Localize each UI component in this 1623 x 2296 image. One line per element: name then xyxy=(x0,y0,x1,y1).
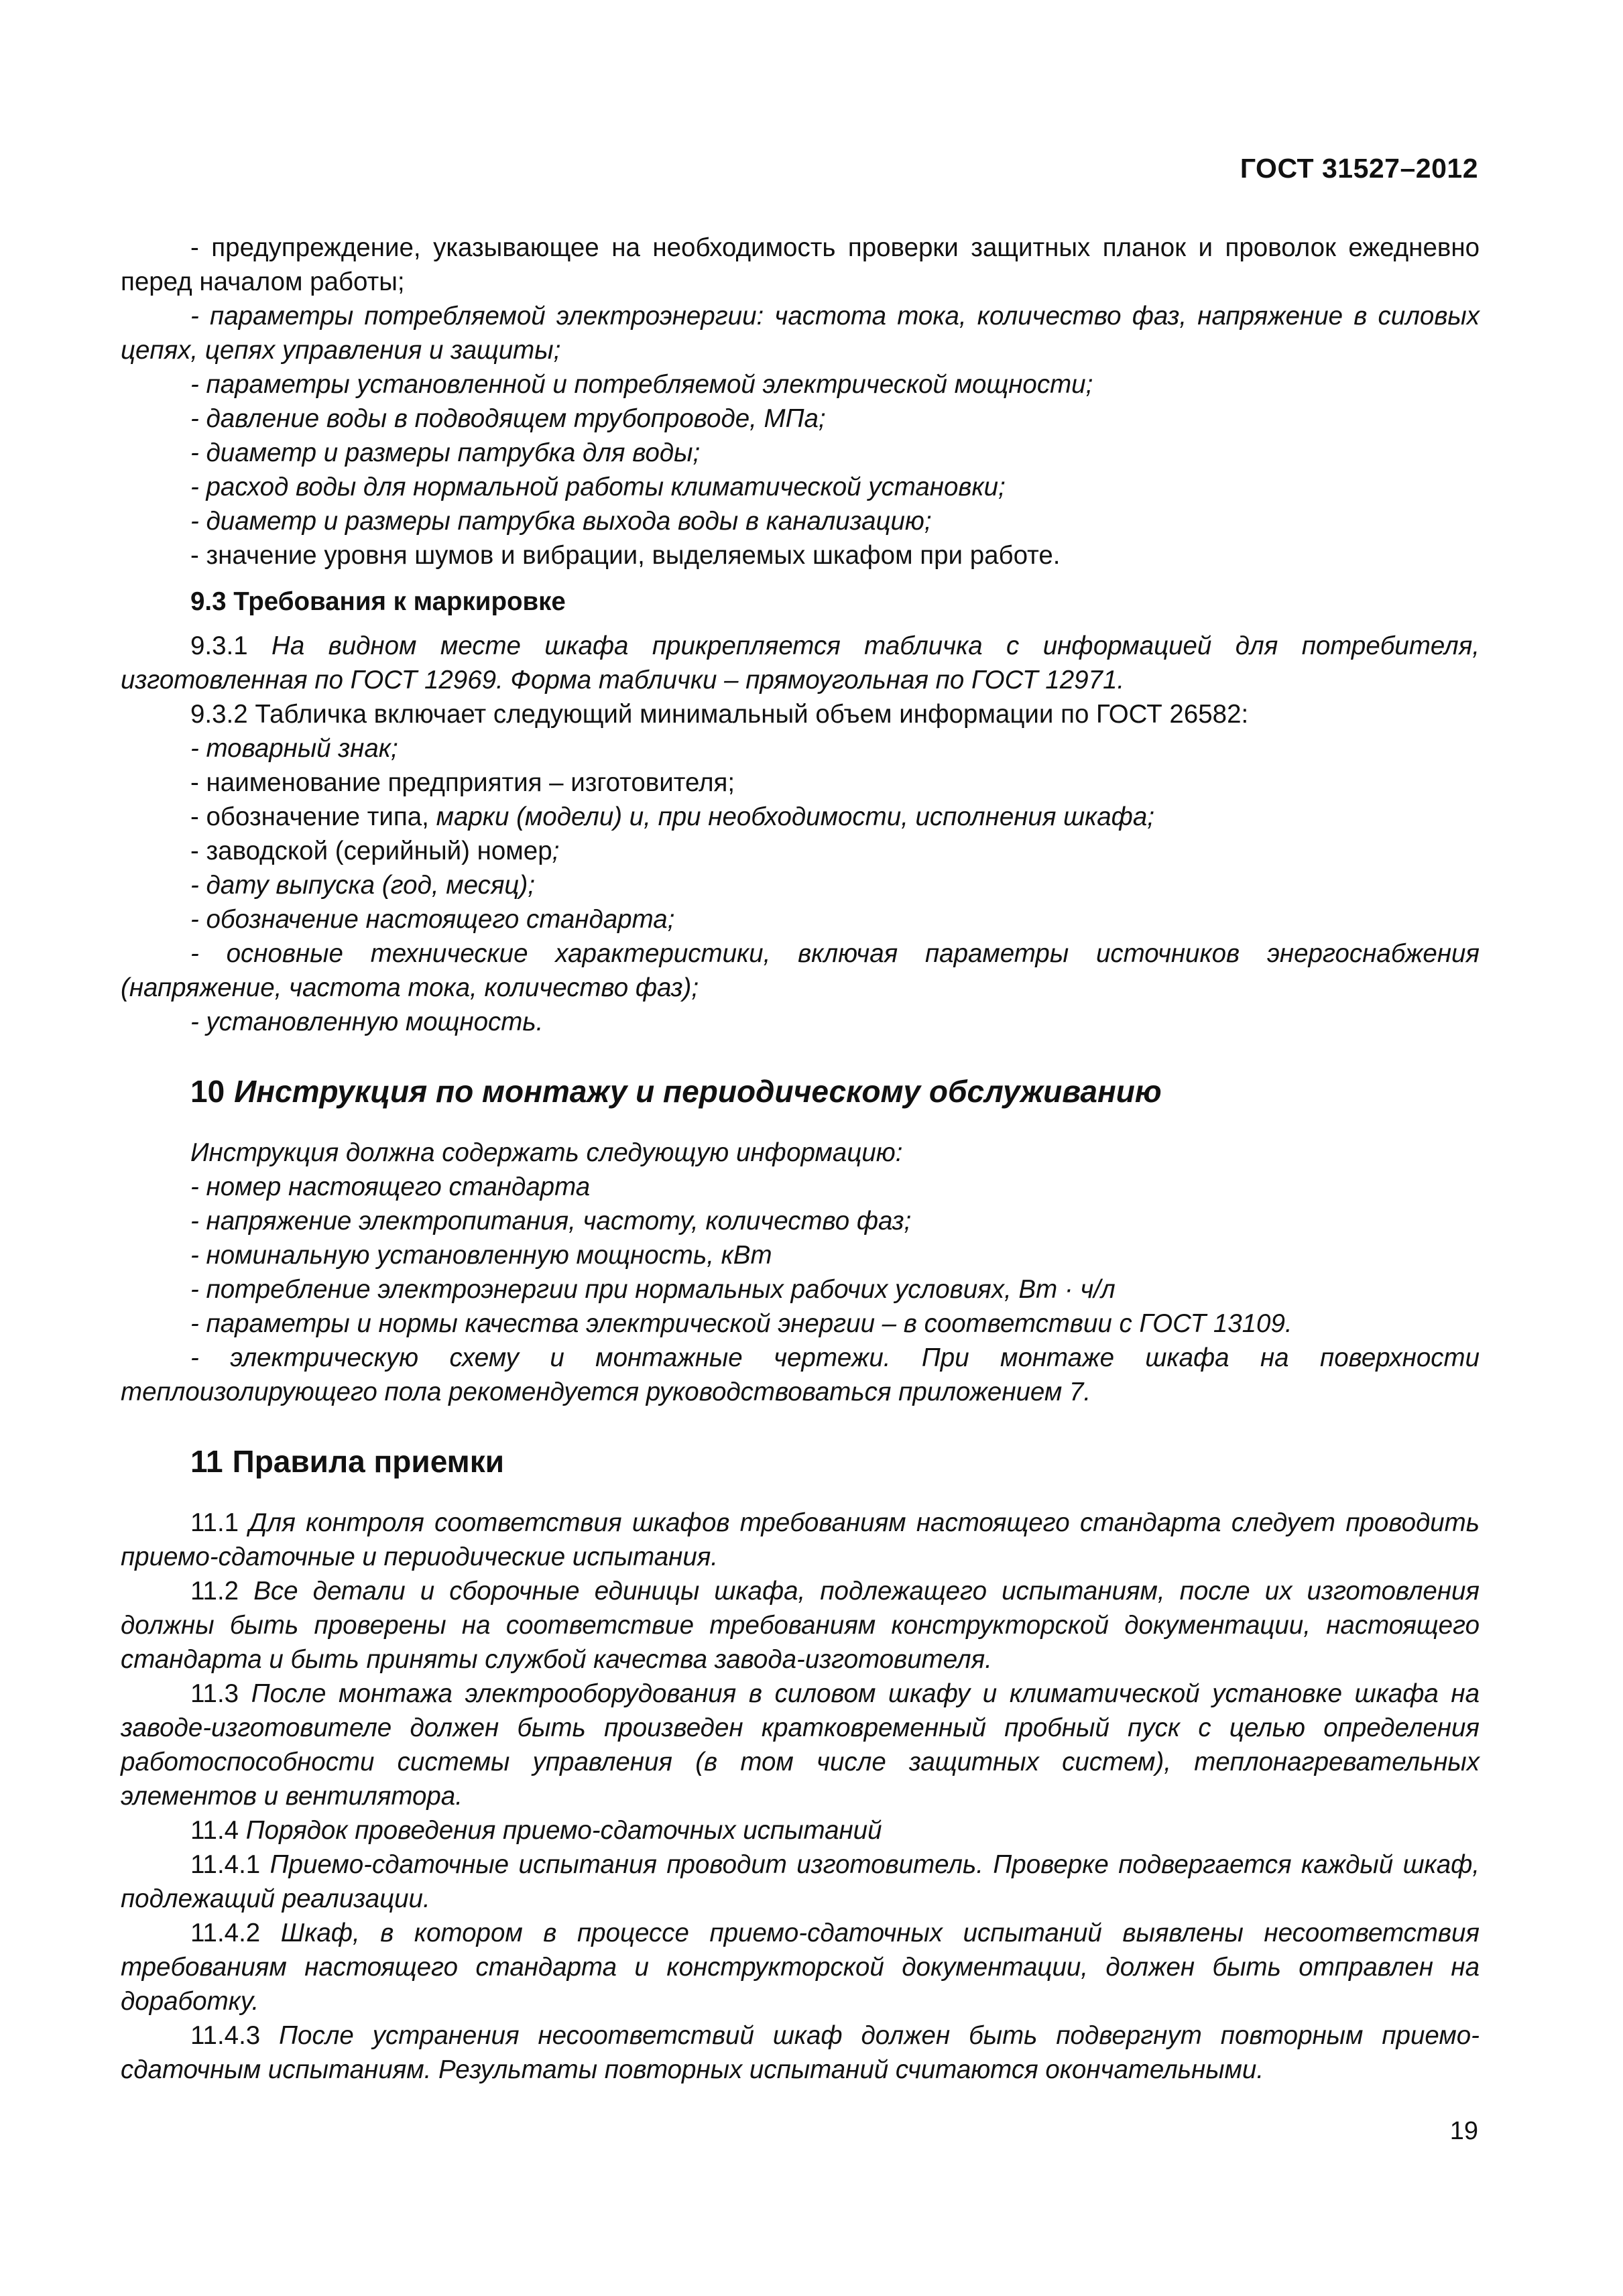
list-item: - давление воды в подводящем трубопроводе, МПа; xyxy=(190,404,826,433)
list-item: - номинальную установленную мощность, кВт xyxy=(190,1241,772,1270)
list-item: - напряжение электропитания, частоту, количество фаз; xyxy=(190,1207,912,1235)
paragraph-text: После устранения несоответствий шкаф должен быть подвергнут повторным приемо-сдаточным испытаниям. Результаты повторных испытаний считаются окончательными. xyxy=(121,2021,1480,2084)
list-item: - параметры и нормы качества электрической энергии – в соответствии с ГОСТ 13109. xyxy=(190,1309,1293,1338)
paragraph xyxy=(121,1916,1480,2018)
list-item: - основные технические характеристики, включая параметры источников энергоснабжения (напряжение, частота тока, количество фаз); xyxy=(121,939,1480,1002)
paragraph xyxy=(121,1574,1480,1677)
paragraph xyxy=(121,1677,1480,1813)
list-item: - дату выпуска (год, месяц); xyxy=(190,871,535,900)
paragraph-text: На видном месте шкафа прикрепляется табличка с информацией для потребителя, изготовленная по ГОСТ 12969. Форма таблички – прямоугольная по ГОСТ 12971. xyxy=(121,631,1480,694)
list-item-text: - обозначение типа, xyxy=(190,802,436,831)
list-item xyxy=(121,834,1480,868)
paragraph xyxy=(121,1813,1480,1848)
list-item: - диаметр и размеры патрубка для воды; xyxy=(190,438,701,467)
paragraph-number: 11.4 xyxy=(190,1816,246,1845)
list-item-text: - заводской (серийный) номер xyxy=(190,837,552,865)
paragraph-number: 11.2 xyxy=(190,1577,254,1606)
list-item: - значение уровня шумов и вибрации, выделяемых шкафом при работе. xyxy=(190,541,1061,570)
paragraph-text: Для контроля соответствия шкафов требованиям настоящего стандарта следует проводить приемо-сдаточные и периодические испытания. xyxy=(121,1508,1480,1571)
paragraph-text: После монтажа электрооборудования в силовом шкафу и климатической установке шкафа на заводе-изготовителе должен быть произведен кратковременный пробный пуск с целью определения работоспособности системы управления (в том числе защитных систем), теплонагревательных элементов и вентилятора. xyxy=(121,1679,1480,1811)
paragraph xyxy=(121,629,1480,697)
paragraph xyxy=(121,2018,1480,2087)
list-item: - потребление электроэнергии при нормальных рабочих условиях, Вт · ч/л xyxy=(190,1275,1116,1304)
section-title: Инструкция по монтажу и периодическому обслуживанию xyxy=(234,1074,1162,1109)
paragraph xyxy=(121,1848,1480,1916)
paragraph-text: Приемо-сдаточные испытания проводит изготовитель. Проверке подвергается каждый шкаф, подлежащий реализации. xyxy=(121,1850,1480,1913)
page-content xyxy=(121,231,1480,2087)
list-item: - диаметр и размеры патрубка выхода воды в канализацию; xyxy=(190,507,932,536)
paragraph-number: 11.4.3 xyxy=(190,2021,280,2050)
list-item: - обозначение настоящего стандарта; xyxy=(190,905,675,934)
list-item: - электрическую схему и монтажные чертежи. При монтаже шкафа на поверхности теплоизолирующего пола рекомендуется руководствоваться приложением 7. xyxy=(121,1343,1480,1406)
paragraph-number: 11.1 xyxy=(190,1508,249,1537)
subsection-heading: 9.3 Требования к маркировке xyxy=(190,587,566,616)
list-item: - наименование предприятия – изготовителя; xyxy=(190,768,735,797)
paragraph: 9.3.2 Табличка включает следующий минимальный объем информации по ГОСТ 26582: xyxy=(190,700,1249,729)
paragraph-number: 11.4.2 xyxy=(190,1919,281,1947)
section-heading xyxy=(190,1071,1480,1111)
section-heading xyxy=(190,1441,1480,1482)
document-code: ГОСТ 31527–2012 xyxy=(1240,153,1478,184)
list-item-text: ; xyxy=(552,837,560,865)
list-item: - предупреждение, указывающее на необходимость проверки защитных планок и проволок ежедневно перед началом работы; xyxy=(121,233,1480,296)
list-item: - номер настоящего стандарта xyxy=(190,1172,591,1201)
list-item xyxy=(121,800,1480,834)
page-number: 19 xyxy=(1449,2117,1478,2145)
list-item: - установленную мощность. xyxy=(190,1008,544,1036)
paragraph-text: Порядок проведения приемо-сдаточных испытаний xyxy=(245,1816,882,1845)
paragraph-number: 11.3 xyxy=(190,1679,251,1708)
list-item-text: марки (модели) и, при необходимости, исполнения шкафа; xyxy=(436,802,1154,831)
list-item: - товарный знак; xyxy=(190,734,398,763)
paragraph-text: Все детали и сборочные единицы шкафа, подлежащего испытаниям, после их изготовления должны быть проверены на соответствие требованиям конструкторской документации, настоящего стандарта и быть приняты службой качества завода-изготовителя. xyxy=(121,1577,1480,1674)
paragraph-number: 9.3.1 xyxy=(190,631,272,660)
section-number: 11 xyxy=(190,1444,223,1479)
list-item: - расход воды для нормальной работы климатической установки; xyxy=(190,473,1006,501)
paragraph-number: 11.4.1 xyxy=(190,1850,270,1879)
list-item: - параметры потребляемой электроэнергии: частота тока, количество фаз, напряжение в силовых цепях, цепях управления и защиты; xyxy=(121,302,1480,365)
paragraph xyxy=(121,1506,1480,1574)
section-number: 10 xyxy=(190,1074,225,1109)
paragraph: Инструкция должна содержать следующую информацию: xyxy=(190,1138,903,1167)
paragraph-text: Шкаф, в котором в процессе приемо-сдаточных испытаний выявлены несоответствия требованиям настоящего стандарта и конструкторской документации, должен быть отправлен на доработку. xyxy=(121,1919,1480,2016)
section-title: Правила приемки xyxy=(232,1444,504,1479)
list-item: - параметры установленной и потребляемой электрической мощности; xyxy=(190,370,1093,399)
